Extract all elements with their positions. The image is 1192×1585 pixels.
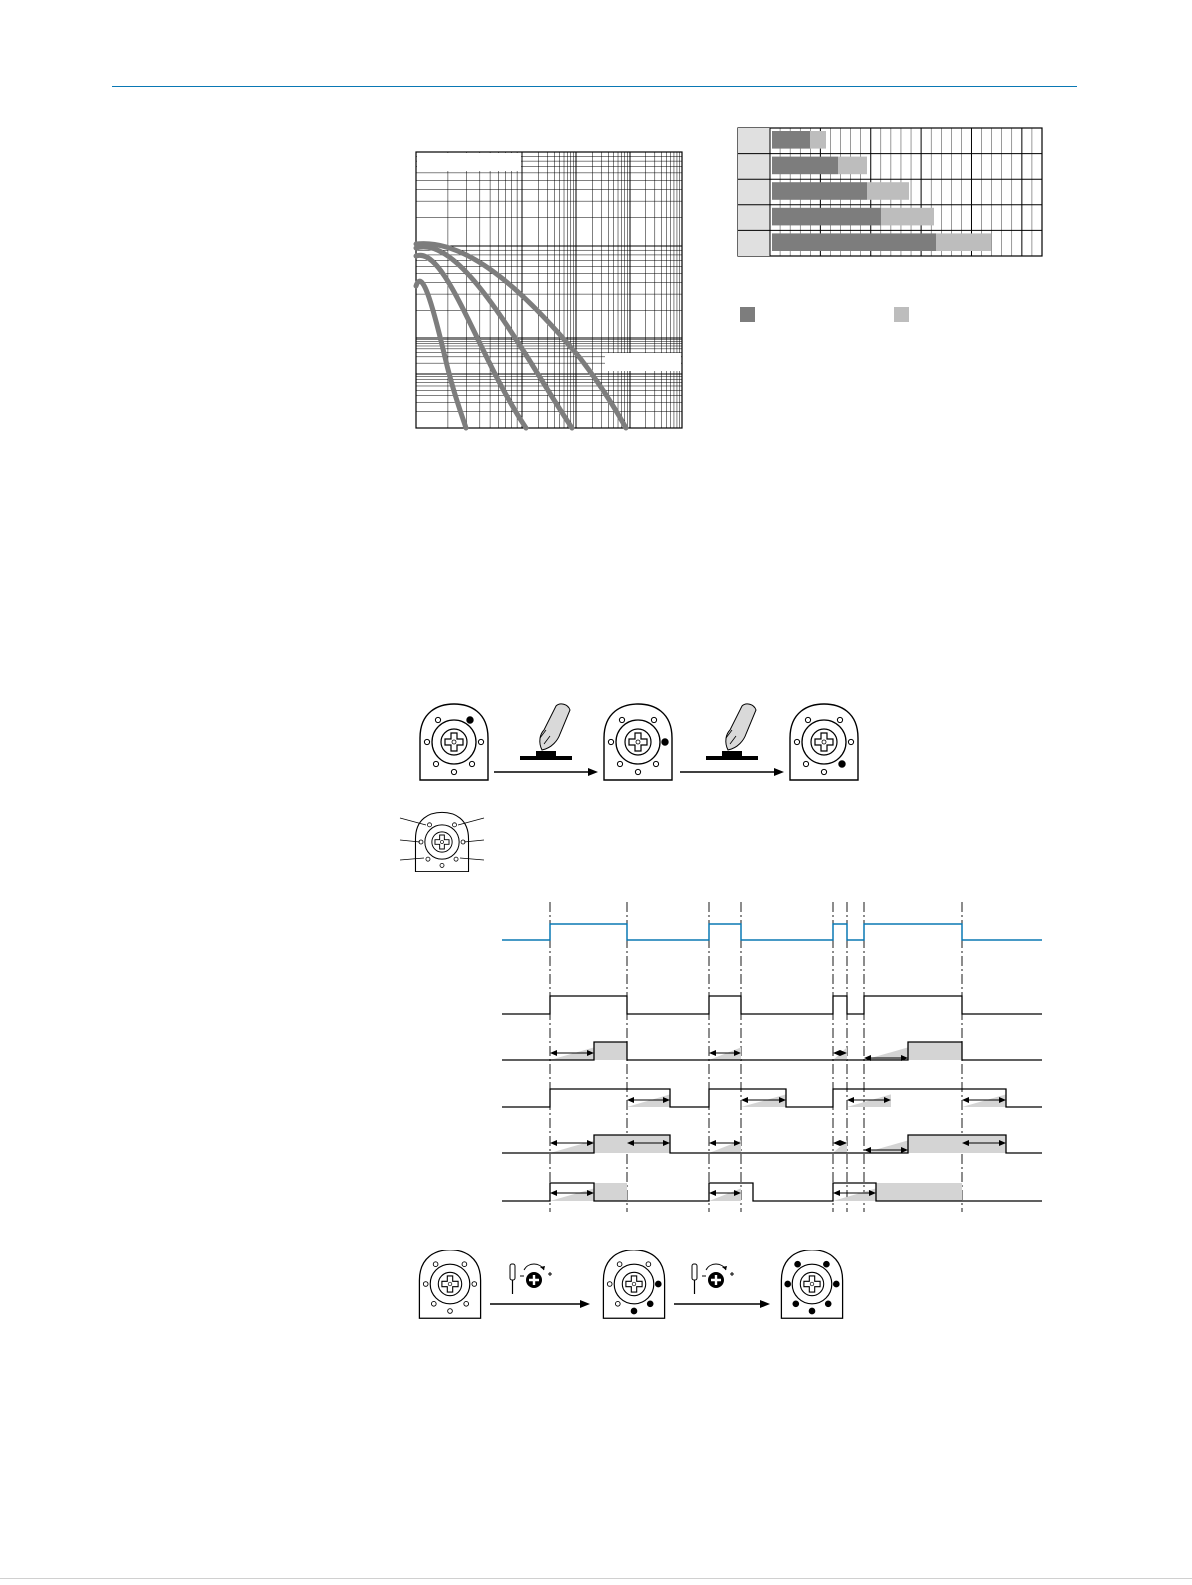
dial-led-right — [604, 704, 672, 780]
dial-leds-partial — [603, 1250, 664, 1318]
delay-fill — [908, 1042, 962, 1060]
dial-led-bottom-right — [790, 704, 858, 780]
led-on — [824, 1261, 830, 1267]
delay-fill — [908, 1135, 1006, 1153]
dial-center — [822, 740, 826, 744]
led-off — [615, 1301, 620, 1306]
footer-rule — [0, 1578, 1192, 1579]
led-on — [655, 1281, 661, 1287]
bar-chart-legend — [736, 302, 916, 326]
led-off — [433, 761, 438, 766]
screwdriver-plus-icon — [510, 1264, 552, 1294]
led-off — [617, 1262, 622, 1267]
derating-chart — [410, 148, 690, 434]
led-off — [424, 739, 429, 744]
led-off — [426, 857, 430, 861]
led-off — [478, 739, 483, 744]
led-off — [607, 1282, 612, 1287]
led-on — [631, 1308, 637, 1314]
dial-center — [452, 740, 456, 744]
led-on — [809, 1308, 815, 1314]
led-off — [837, 717, 842, 722]
led-off — [454, 857, 458, 861]
led-off — [653, 761, 658, 766]
arrow-head-icon — [588, 768, 598, 776]
bar-dark — [772, 208, 881, 226]
led-off — [448, 1309, 453, 1314]
signal-input — [502, 924, 1042, 940]
led-off — [452, 823, 456, 827]
dial-leds-all — [781, 1250, 842, 1318]
bar-chart — [736, 124, 1048, 264]
led-on — [825, 1301, 831, 1307]
button-plate — [706, 756, 758, 760]
dial-legend — [415, 812, 468, 871]
row-label-column — [738, 128, 770, 256]
timing-diagram — [496, 896, 1048, 1216]
dial-center — [810, 1282, 814, 1286]
led-on — [793, 1301, 799, 1307]
led-off — [440, 863, 444, 867]
bar-light — [810, 131, 826, 149]
chart-frame — [416, 152, 682, 428]
led-off — [608, 739, 613, 744]
arrow-head-icon — [580, 1300, 590, 1308]
led-off — [794, 739, 799, 744]
header-rule — [112, 86, 1077, 87]
led-on — [467, 717, 473, 723]
bar-light — [936, 233, 991, 251]
rotate-arrow-head — [540, 1266, 545, 1270]
bar-light — [881, 208, 934, 226]
led-off — [469, 761, 474, 766]
arrow-head-icon — [774, 768, 784, 776]
dial-center — [448, 1282, 452, 1286]
led-on — [795, 1261, 801, 1267]
button-cap — [536, 751, 556, 756]
legend-swatch-dark — [740, 307, 755, 322]
led-off — [433, 1262, 438, 1267]
chart-label-box — [417, 153, 521, 171]
led-on — [647, 1301, 653, 1307]
led-off — [635, 769, 640, 774]
led-on — [785, 1281, 791, 1287]
button-plate — [520, 756, 572, 760]
bar-dark — [772, 182, 867, 200]
dial-center — [440, 840, 443, 843]
bar-dark — [772, 157, 838, 175]
rotate-arrow-head — [722, 1266, 727, 1270]
finger-press-icon — [540, 704, 570, 750]
bar-dark — [772, 233, 936, 251]
chart-label-box-lower — [605, 353, 681, 371]
dial-leds-off — [419, 1250, 480, 1318]
bar-light — [867, 182, 909, 200]
dial-legend-figure — [396, 808, 492, 872]
led-off — [651, 717, 656, 722]
bar-light — [838, 157, 867, 175]
arrow-head-icon — [760, 1300, 770, 1308]
led-on — [662, 739, 668, 745]
delay-fill — [594, 1183, 627, 1201]
led-off — [464, 1301, 469, 1306]
adjust-sequence — [410, 1250, 870, 1320]
dial-led-top-right — [420, 704, 488, 780]
led-off — [435, 717, 440, 722]
led-off — [431, 1301, 436, 1306]
led-on — [833, 1281, 839, 1287]
dial-center — [632, 1282, 636, 1286]
led-off — [805, 717, 810, 722]
led-off — [617, 761, 622, 766]
led-off — [427, 823, 431, 827]
dial-center — [636, 740, 640, 744]
plus-mark — [730, 1272, 734, 1276]
led-off — [462, 1262, 467, 1267]
bar-dark — [772, 131, 810, 149]
screwdriver-handle — [692, 1264, 697, 1280]
led-off — [423, 1282, 428, 1287]
screwdriver-handle — [510, 1264, 515, 1280]
delay-fill — [594, 1042, 627, 1060]
led-off — [451, 769, 456, 774]
signal-output-1 — [502, 996, 1042, 1014]
legend-swatch-light — [894, 307, 909, 322]
button-cap — [722, 751, 742, 756]
led-off — [803, 761, 808, 766]
led-off — [848, 739, 853, 744]
screwdriver-plus-icon — [692, 1264, 734, 1294]
delay-fill — [876, 1183, 962, 1201]
led-off — [472, 1282, 477, 1287]
led-off — [646, 1262, 651, 1267]
plus-mark — [548, 1272, 552, 1276]
led-off — [619, 717, 624, 722]
finger-press-icon — [726, 704, 756, 750]
led-off — [821, 769, 826, 774]
led-on — [839, 761, 845, 767]
teach-sequence — [410, 700, 870, 784]
